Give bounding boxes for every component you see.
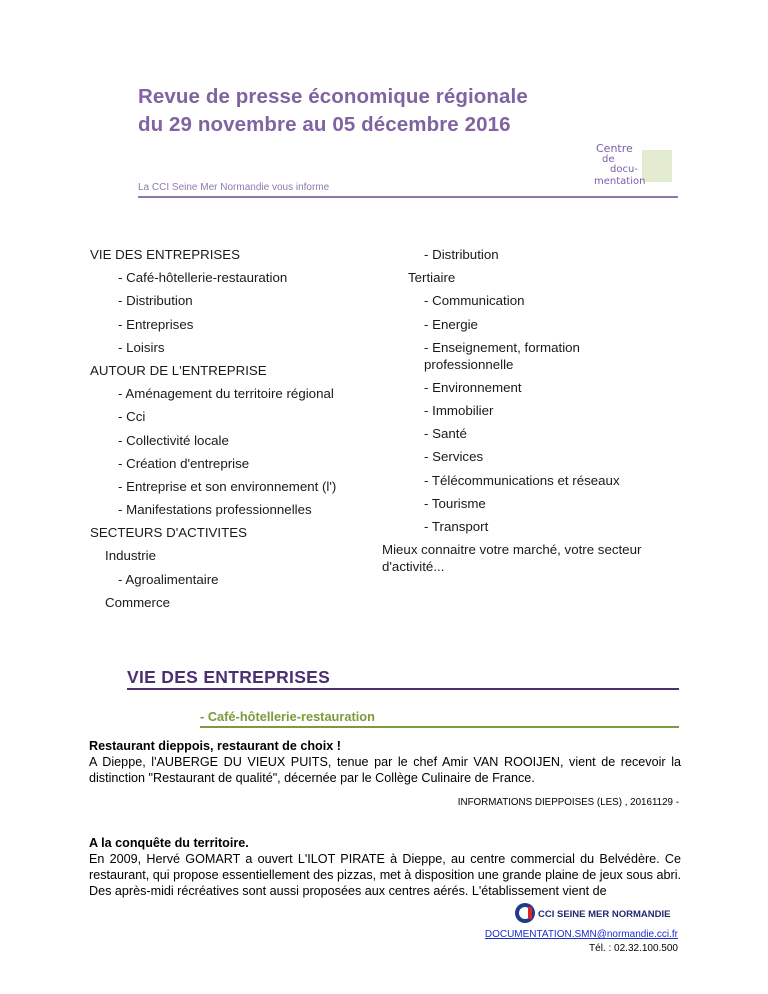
toc-right-4[interactable]: - Enseignement, formation <box>424 340 580 355</box>
article-1-source: INFORMATIONS DIEPPOISES (LES) , 20161129 - <box>457 797 679 808</box>
toc-right-10[interactable]: - Télécommunications et réseaux <box>424 473 620 488</box>
toc-right-1[interactable]: Tertiaire <box>408 270 456 285</box>
logo-text-2: de <box>602 154 615 165</box>
centre-documentation-logo <box>590 138 678 190</box>
toc-right-8[interactable]: - Santé <box>424 426 467 441</box>
subsection-divider <box>200 726 679 728</box>
toc-right-13[interactable]: Mieux connaitre votre marché, votre secteur <box>382 542 642 557</box>
toc-left-13[interactable]: Industrie <box>105 548 156 563</box>
toc-left-2[interactable]: - Distribution <box>118 293 193 308</box>
toc-left-6[interactable]: - Aménagement du territoire régional <box>118 386 334 401</box>
toc-right-5[interactable]: professionnelle <box>424 357 514 372</box>
header-divider <box>138 196 678 198</box>
toc-left-15[interactable]: Commerce <box>105 595 171 610</box>
article-1-body: A Dieppe, l'AUBERGE DU VIEUX PUITS, tenue par le chef Amir VAN ROOIJEN, vient de recevoir la distinction "Restaurant de qualité", décernée par le Collège Culinaire de France. <box>89 755 681 785</box>
toc-left-4[interactable]: - Loisirs <box>118 340 165 355</box>
section-divider <box>127 688 679 690</box>
section-title: VIE DES ENTREPRISES <box>127 667 331 687</box>
toc-right-9[interactable]: - Services <box>424 449 484 464</box>
toc-right-12[interactable]: - Transport <box>424 519 489 534</box>
toc-left-9[interactable]: - Création d'entreprise <box>118 456 250 471</box>
toc-left-7[interactable]: - Cci <box>118 409 146 424</box>
subsection-title: - Café-hôtellerie-restauration <box>200 709 375 724</box>
logo-text-4: mentation <box>594 176 646 187</box>
header-subtitle: La CCI Seine Mer Normandie vous informe <box>138 182 330 193</box>
toc-right-11[interactable]: - Tourisme <box>424 496 486 511</box>
toc-left-11[interactable]: - Manifestations professionnelles <box>118 502 312 517</box>
article-2-title: A la conquête du territoire. <box>89 836 249 850</box>
toc-left-10[interactable]: - Entreprise et son environnement (l') <box>118 479 337 494</box>
toc-left-12[interactable]: SECTEURS D'ACTIVITES <box>90 525 247 540</box>
logo-text-1: Centre <box>596 142 633 155</box>
toc-left-5[interactable]: AUTOUR DE L'ENTREPRISE <box>90 363 267 378</box>
page-title-line2: du 29 novembre au 05 décembre 2016 <box>138 113 511 136</box>
toc-right-0[interactable]: - Distribution <box>424 247 499 262</box>
toc-right-2[interactable]: - Communication <box>424 293 525 308</box>
toc-left-0[interactable]: VIE DES ENTREPRISES <box>90 247 240 262</box>
toc-right-6[interactable]: - Environnement <box>424 380 522 395</box>
toc-right-3[interactable]: - Energie <box>424 317 478 332</box>
footer-email-link[interactable]: DOCUMENTATION.SMN@normandie.cci.fr <box>484 929 678 940</box>
toc-left-3[interactable]: - Entreprises <box>118 317 194 332</box>
article-2-body: En 2009, Hervé GOMART a ouvert L'ILOT PIRATE à Dieppe, au centre commercial du Belvédère. Ce restaurant, qui propose essentiellement des pizzas, met à disposition une grande plaine de jeux sous abri. Des après-midi récréatives sont aussi proposées aux centres aérés. L'établissement vient de <box>89 852 681 898</box>
cci-logo <box>514 901 678 925</box>
toc-right-7[interactable]: - Immobilier <box>424 403 494 418</box>
logo-text-3: docu- <box>610 164 638 175</box>
cci-logo-text: CCI SEINE MER NORMANDIE <box>538 909 671 920</box>
toc-left-1[interactable]: - Café-hôtellerie-restauration <box>118 270 288 285</box>
toc-left-8[interactable]: - Collectivité locale <box>118 433 229 448</box>
footer-tel: Tél. : 02.32.100.500 <box>589 943 678 954</box>
article-1-title: Restaurant dieppois, restaurant de choix ! <box>89 739 341 753</box>
toc-left-14[interactable]: - Agroalimentaire <box>118 572 219 587</box>
toc-right-14[interactable]: d'activité... <box>382 559 445 574</box>
page-title-line1: Revue de presse économique régionale <box>138 85 528 108</box>
